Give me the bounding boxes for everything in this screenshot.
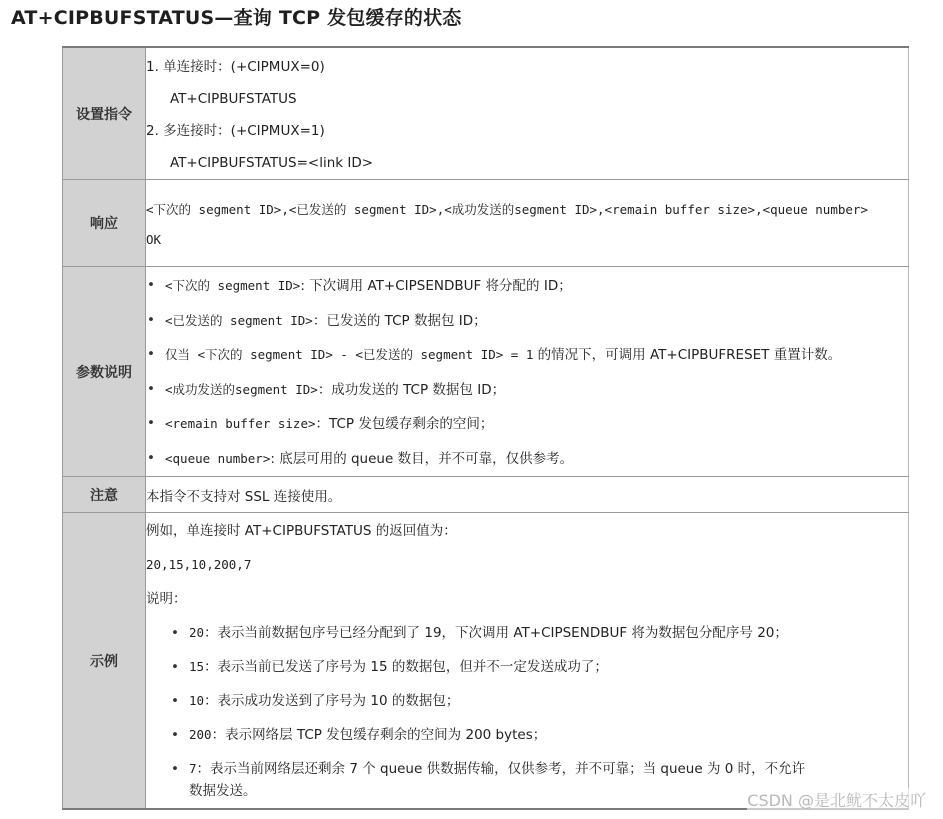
list-item: • <成功发送的segment ID>：成功发送的 TCP 数据包 ID； xyxy=(146,373,908,408)
single-connection-command: AT+CIPBUFSTATUS xyxy=(170,90,297,107)
multi-connection-command: AT+CIPBUFSTATUS=<link ID> xyxy=(170,154,374,171)
bullet-icon: • xyxy=(147,346,155,362)
list-item: • 7：表示当前网络层还剩余 7 个 queue 供数据传输，仅供参考，并不可靠；当 queue 为 0 时，不允许 数据发送。 xyxy=(170,752,908,808)
row-label-note: 注意 xyxy=(63,477,146,513)
response-ok: OK xyxy=(146,232,162,247)
row-label-response: 响应 xyxy=(63,180,146,267)
bullet-icon: • xyxy=(147,449,155,466)
row-set-command xyxy=(63,47,909,180)
single-connection-line: 1. 单连接时：(+CIPMUX=0) xyxy=(146,58,325,75)
list-item: • 10：表示成功发送到了序号为 10 的数据包； xyxy=(170,684,908,718)
example-content xyxy=(146,513,909,810)
list-item: • 200：表示网络层 TCP 发包缓存剩余的空间为 200 bytes； xyxy=(170,718,908,752)
row-parameters xyxy=(63,267,909,477)
multi-connection-line: 2. 多连接时：(+CIPMUX=1) xyxy=(146,122,325,139)
row-label-example: 示例 xyxy=(63,513,146,810)
example-explain-label: 说明： xyxy=(146,591,187,607)
response-format: <下次的 segment ID>,<已发送的 segment ID>,<成功发送的segment ID>,<remain buffer size>,<queue number> xyxy=(146,202,868,217)
bullet-icon: • xyxy=(147,380,155,397)
parameters-content xyxy=(146,267,909,477)
row-note xyxy=(63,477,909,513)
note-content xyxy=(146,477,909,513)
bullet-icon: • xyxy=(147,277,155,293)
list-item: • <remain buffer size>：TCP 发包缓存剩余的空间； xyxy=(146,407,908,442)
note-text: 本指令不支持对 SSL 连接使用。 xyxy=(146,488,342,505)
list-item: • 仅当 <下次的 segment ID> - <已发送的 segment ID> = 1 的情况下，可调用 AT+CIPBUFRESET 重置计数。 xyxy=(146,338,908,373)
command-spec-table xyxy=(62,46,909,810)
row-label-parameters: 参数说明 xyxy=(63,267,146,477)
bullet-icon: • xyxy=(171,727,179,743)
list-item: • 20：表示当前数据包序号已经分配到了 19，下次调用 AT+CIPSENDBUF 将为数据包分配序号 20； xyxy=(170,616,908,650)
list-item: • 15：表示当前已发送了序号为 15 的数据包，但并不一定发送成功了； xyxy=(170,650,908,684)
response-content xyxy=(146,180,909,267)
bullet-icon: • xyxy=(171,693,179,709)
example-list xyxy=(146,616,908,808)
list-item: • <下次的 segment ID>: 下次调用 AT+CIPSENDBUF 将分配的 ID； xyxy=(146,269,908,304)
watermark: CSDN @是北鱿不太皮吖 xyxy=(747,788,926,811)
bullet-icon: • xyxy=(147,311,155,328)
row-response xyxy=(63,180,909,267)
example-return-value: 20,15,10,200,7 xyxy=(146,557,252,572)
parameter-list xyxy=(146,267,908,476)
bullet-icon: • xyxy=(147,415,155,431)
bullet-icon: • xyxy=(171,761,179,777)
page-title: AT+CIPBUFSTATUS—查询 TCP 发包缓存的状态 xyxy=(11,7,462,29)
bullet-icon: • xyxy=(171,625,179,641)
set-command-content xyxy=(146,47,909,180)
row-label-set: 设置指令 xyxy=(63,47,146,180)
list-item: • <queue number>: 底层可用的 queue 数目，并不可靠，仅供参考。 xyxy=(146,442,908,477)
row-example xyxy=(63,513,909,810)
bullet-icon: • xyxy=(171,659,179,675)
list-item: • <已发送的 segment ID>：已发送的 TCP 数据包 ID； xyxy=(146,304,908,339)
example-intro: 例如，单连接时 AT+CIPBUFSTATUS 的返回值为： xyxy=(146,523,457,539)
